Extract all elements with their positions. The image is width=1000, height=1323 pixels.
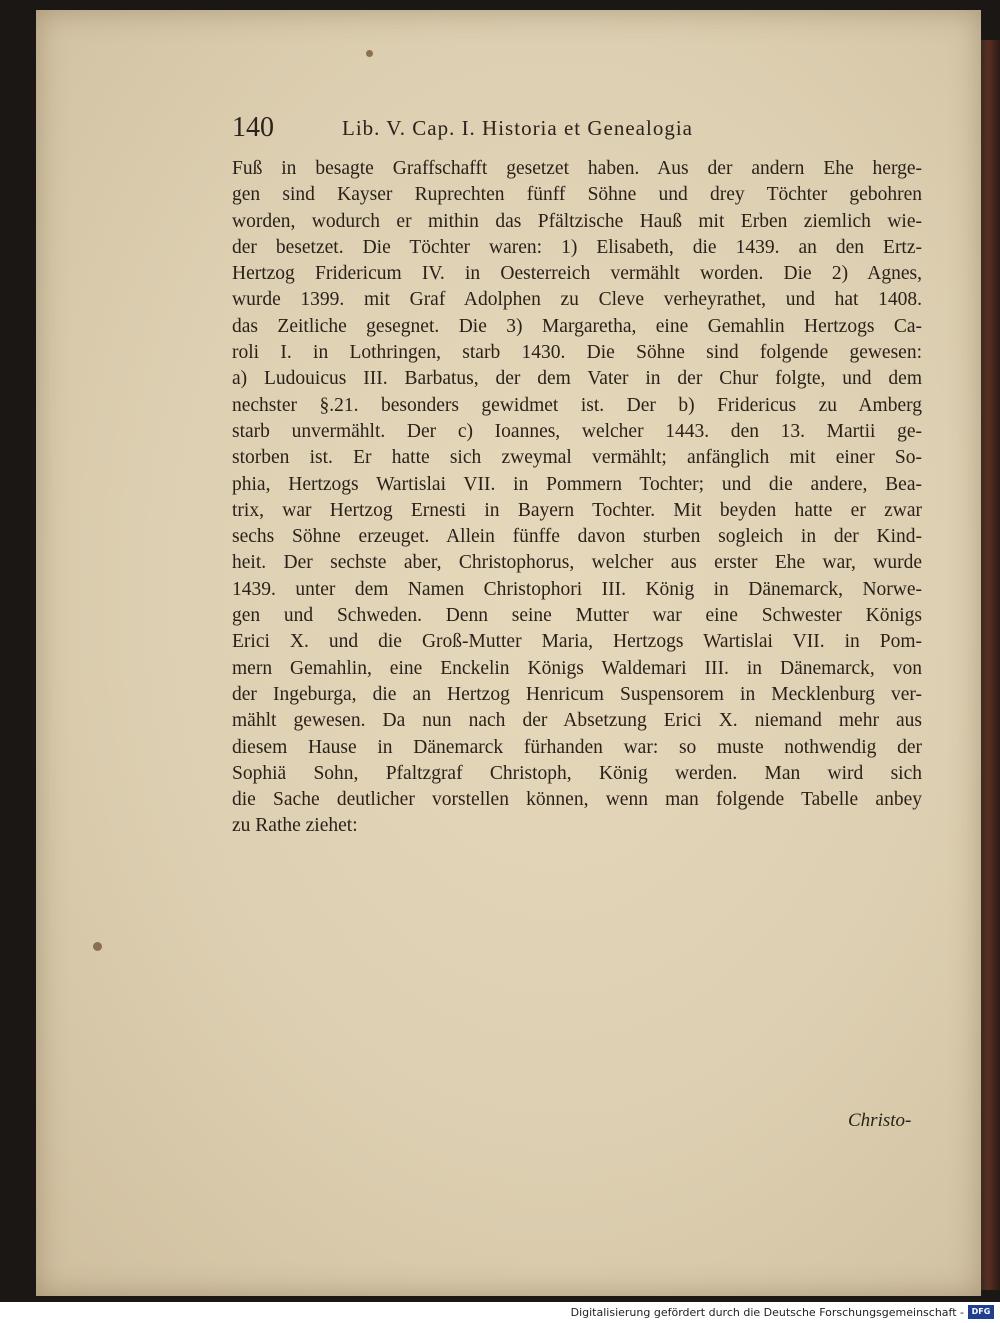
text-line: mählt gewesen. Da nun nach der Absetzung Erici X. niemand mehr aus [232,710,922,732]
running-head: Lib. V. Cap. I. Historia et Genealogia [342,116,693,140]
text-line: gen sind Kayser Ruprechten fünff Söhne und drey Töchter gebohren [232,184,922,206]
text-line: gen und Schweden. Denn seine Mutter war eine Schwester Königs [232,605,922,627]
ink-spot [366,50,373,57]
text-line: Erici X. und die Groß-Mutter Maria, Hertzogs Wartislai VII. in Pom- [232,631,922,653]
ink-spot [93,942,102,951]
text-line: sechs Söhne erzeuget. Allein fünffe davon sturben sogleich in der Kind- [232,526,922,548]
text-line: der besetzet. Die Töchter waren: 1) Elisabeth, die 1439. an den Ertz- [232,236,922,258]
text-line: wurde 1399. mit Graf Adolphen zu Cleve verheyrathet, und hat 1408. [232,289,922,311]
text-line: storben ist. Er hatte sich zweymal vermählt; anfänglich mit einer So- [232,447,922,469]
text-line: mern Gemahlin, eine Enckelin Königs Waldemari III. in Dänemarck, von [232,657,922,679]
text-line: trix, war Hertzog Ernesti in Bayern Tochter. Mit beyden hatte er zwar [232,499,922,521]
book-edge [981,40,1000,1290]
text-line: Hertzog Fridericum IV. in Oesterreich vermählt worden. Die 2) Agnes, [232,263,922,285]
text-line: phia, Hertzogs Wartislai VII. in Pommern Tochter; und die andere, Bea- [232,473,922,495]
text-line: nechster §.21. besonders gewidmet ist. Der b) Fridericus zu Amberg [232,394,922,416]
text-line: die Sache deutlicher vorstellen können, wenn man folgende Tabelle anbey [232,789,922,811]
footer-bar [0,1302,1000,1323]
body-text [232,156,922,840]
page-header [232,112,922,146]
text-line: worden, wodurch er mithin das Pfältzische Hauß mit Erben ziemlich wie- [232,210,922,232]
catchword: Christo- [848,1110,912,1131]
text-line: diesem Hause in Dänemarck fürhanden war: so muste nothwendig der [232,736,922,758]
text-line: Sophiä Sohn, Pfaltzgraf Christoph, König werden. Man wird sich [232,762,922,784]
text-line: roli I. in Lothringen, starb 1430. Die Söhne sind folgende gewesen: [232,342,922,364]
text-line: Fuß in besagte Graffschafft gesetzet haben. Aus der andern Ehe herge- [232,158,922,179]
page-number: 140 [232,112,274,143]
text-line: zu Rathe ziehet: [232,815,358,837]
text-line: starb unvermählt. Der c) Ioannes, welcher 1443. den 13. Martii ge- [232,420,922,442]
text-line: heit. Der sechste aber, Christophorus, welcher aus erster Ehe war, wurde [232,552,922,574]
text-line: a) Ludouicus III. Barbatus, der dem Vater in der Chur folgte, und dem [232,368,922,390]
footer-text: Digitalisierung gefördert durch die Deutsche Forschungsgemeinschaft - [570,1306,964,1319]
dfg-logo: DFG [968,1305,994,1319]
text-line: das Zeitliche gesegnet. Die 3) Margaretha, eine Gemahlin Hertzogs Ca- [232,315,922,337]
text-line: 1439. unter dem Namen Christophori III. König in Dänemarck, Norwe- [232,578,922,600]
text-line: der Ingeburga, die an Hertzog Henricum Suspensorem in Mecklenburg ver- [232,683,922,705]
